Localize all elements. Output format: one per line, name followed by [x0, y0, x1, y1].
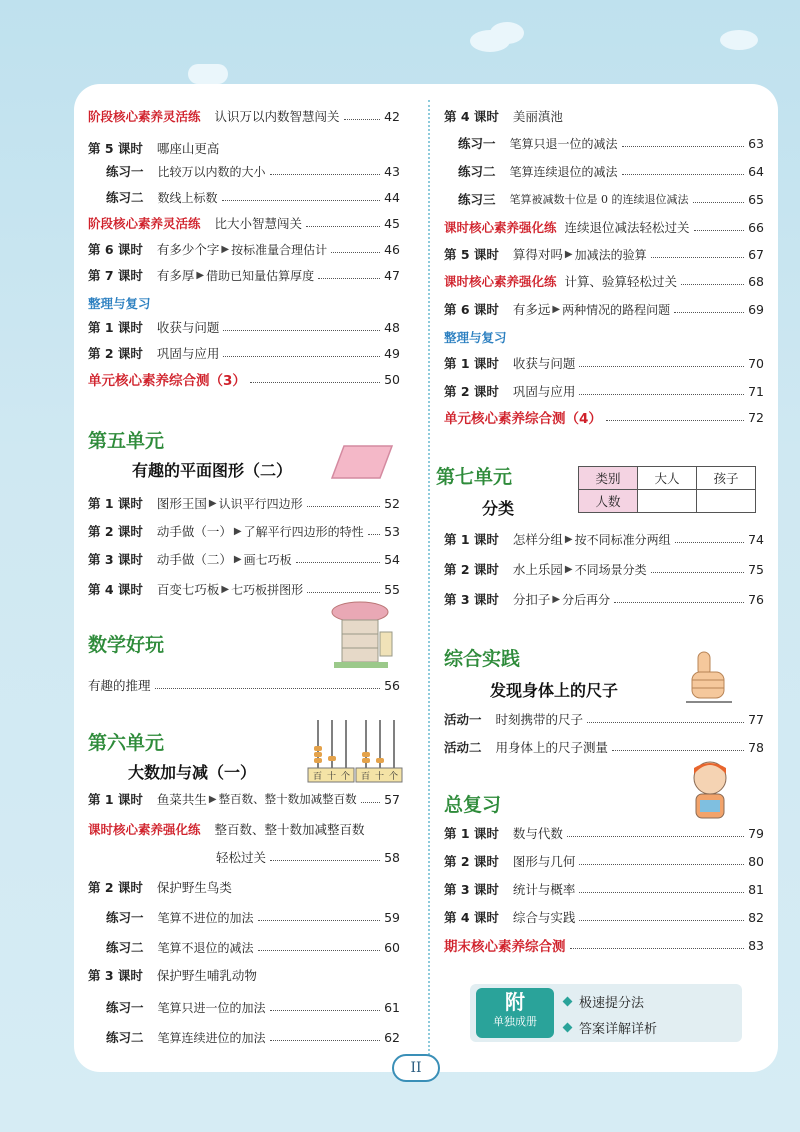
- review-heading: 整理与复习: [444, 330, 507, 345]
- leader-dots: [606, 420, 744, 421]
- entry-title: 水上乐园: [512, 562, 563, 577]
- toc-entry[interactable]: [88, 316, 400, 338]
- leader-dots: [579, 920, 744, 921]
- entry-subtitle: 不同场景分类: [574, 562, 647, 577]
- toc-entry[interactable]: [444, 352, 764, 374]
- entry-title: 整百数、整十数加减整百数: [214, 822, 365, 837]
- entry-label: 第 7 课时: [88, 268, 143, 283]
- entry-label: 练习一: [106, 910, 144, 925]
- unit-title: 大数加与减（一）: [128, 763, 257, 782]
- entry-title: 笔算连续进位的加法: [157, 1030, 266, 1045]
- entry-title: 哪座山更高: [156, 141, 220, 156]
- entry-title: 笔算连续退位的减法: [509, 164, 618, 179]
- unit-heading: 第六单元: [88, 732, 165, 754]
- page-number: 55: [384, 581, 400, 597]
- toc-entry[interactable]: [88, 342, 400, 364]
- leader-dots: [223, 330, 380, 331]
- cloud-decoration: [720, 30, 758, 50]
- entry-label: 第 2 课时: [444, 854, 499, 869]
- page-number: 46: [384, 241, 400, 257]
- entry-title: 百变七巧板: [156, 582, 220, 597]
- arrow-icon: ▶: [208, 793, 217, 805]
- entry-label: 第 2 课时: [88, 524, 143, 539]
- entry-title: 巩固与应用: [512, 384, 576, 399]
- car-decoration: [188, 64, 228, 84]
- diamond-bullet-icon: [563, 997, 573, 1007]
- diamond-bullet-icon: [563, 1023, 573, 1033]
- leader-dots: [258, 950, 381, 951]
- leader-dots: [579, 394, 744, 395]
- entry-subtitle: 按标准量合理估计: [231, 242, 328, 257]
- abacus-label: 十: [375, 772, 385, 782]
- entry-title: 计算、验算轻松过关: [564, 274, 678, 289]
- leader-dots: [344, 119, 381, 120]
- arrow-icon: ▶: [208, 497, 217, 509]
- toc-entry[interactable]: [106, 160, 400, 182]
- toc-entry[interactable]: [88, 238, 400, 260]
- unit-title: 有趣的平面图形（二）: [132, 461, 293, 480]
- entry-label: 第 1 课时: [444, 826, 499, 841]
- abacus-label: 十: [327, 772, 337, 782]
- entry-title: 有多远: [512, 302, 551, 317]
- entry-title: 比较万以内数的大小: [157, 164, 266, 179]
- entry-title: 动手做（二）: [156, 552, 232, 567]
- page-number: 43: [384, 163, 400, 179]
- page-number: 77: [748, 711, 764, 727]
- entry-title: 轻松过关: [216, 850, 267, 865]
- section-heading: 总复习: [444, 794, 502, 816]
- toc-entry[interactable]: [444, 736, 764, 758]
- leader-dots: [361, 802, 380, 803]
- entry-label: 第 1 课时: [444, 356, 499, 371]
- leader-dots: [651, 257, 744, 258]
- leader-dots: [587, 722, 744, 723]
- page-number: 71: [748, 383, 764, 399]
- page-number: 53: [384, 523, 400, 539]
- page-number: 78: [748, 739, 764, 755]
- page-number: 68: [748, 273, 764, 289]
- appendix-tab-subtitle: 单独成册: [493, 1015, 537, 1028]
- entry-label: 练习一: [458, 136, 496, 151]
- leader-dots: [675, 542, 744, 543]
- leader-dots: [306, 226, 380, 227]
- unit-heading: 第五单元: [88, 430, 165, 452]
- entry-label: 第 2 课时: [88, 880, 143, 895]
- entry-label: 练习二: [106, 1030, 144, 1045]
- entry-title: 时刻携带的尺子: [495, 712, 584, 727]
- entry-title: 认识万以内数智慧闯关: [214, 109, 340, 124]
- appendix-item: [564, 992, 644, 1011]
- toc-entry[interactable]: [444, 822, 764, 844]
- entry-subtitle: 两种情况的路程问题: [562, 302, 671, 317]
- appendix-box: [470, 984, 742, 1042]
- category-table: [578, 466, 756, 513]
- entry-title: 数线上标数: [157, 190, 218, 205]
- toc-entry[interactable]: [444, 588, 764, 610]
- toc-entry-continued[interactable]: [216, 846, 400, 868]
- page-number: 69: [748, 301, 764, 317]
- entry-label: 练习二: [106, 190, 144, 205]
- toc-entry[interactable]: [444, 105, 764, 127]
- toc-entry[interactable]: [88, 876, 400, 898]
- page-number: 48: [384, 319, 400, 335]
- leader-dots: [307, 592, 380, 593]
- entry-label: 活动二: [444, 740, 482, 755]
- entry-label: 阶段核心素养灵活练: [88, 216, 201, 231]
- toc-entry[interactable]: [106, 936, 400, 958]
- leader-dots: [622, 146, 745, 147]
- leader-dots: [694, 230, 745, 231]
- toc-entry[interactable]: [106, 996, 400, 1018]
- page-number: 44: [384, 189, 400, 205]
- toc-entry[interactable]: [88, 368, 400, 390]
- review-heading: 整理与复习: [88, 296, 151, 311]
- section-heading: 数学好玩: [88, 634, 165, 656]
- page-number: 49: [384, 345, 400, 361]
- page-number: 64: [748, 163, 764, 179]
- page-number: 45: [384, 215, 400, 231]
- page-number: 50: [384, 371, 400, 387]
- entry-title: 分扣子: [512, 592, 551, 607]
- abacus-illustration: [306, 716, 404, 784]
- page-number: 82: [748, 909, 764, 925]
- leader-dots: [567, 836, 744, 837]
- toc-entry[interactable]: [444, 850, 764, 872]
- page-number: 72: [748, 409, 764, 425]
- student-illustration: [682, 758, 738, 822]
- page-number: 75: [748, 561, 764, 577]
- abacus-label: 个: [389, 772, 399, 782]
- entry-title: 鱼菜共生: [156, 792, 207, 807]
- entry-label: 练习三: [458, 192, 496, 207]
- entry-title: 数与代数: [512, 826, 563, 841]
- toc-entry[interactable]: [88, 964, 400, 986]
- page-number: 80: [748, 853, 764, 869]
- entry-label: 练习一: [106, 1000, 144, 1015]
- arrow-icon: ▶: [196, 269, 205, 281]
- toc-entry[interactable]: [444, 558, 764, 580]
- leader-dots: [368, 534, 380, 535]
- toc-entry[interactable]: [88, 788, 400, 810]
- abacus-label: 个: [341, 772, 351, 782]
- table-cell: [638, 490, 697, 513]
- toc-entry[interactable]: [88, 674, 400, 696]
- arrow-icon: ▶: [564, 533, 573, 545]
- toc-entry[interactable]: [88, 264, 400, 286]
- page-number: 74: [748, 531, 764, 547]
- entry-title: 笔算只进一位的加法: [157, 1000, 266, 1015]
- table-header-cell: 孩子: [697, 467, 756, 490]
- leader-dots: [258, 920, 381, 921]
- entry-title: 保护野生哺乳动物: [156, 968, 257, 983]
- leader-dots: [270, 174, 381, 175]
- page-number: 58: [384, 849, 400, 865]
- page-number: 56: [384, 677, 400, 693]
- leader-dots: [579, 892, 744, 893]
- toc-entry[interactable]: [458, 132, 764, 154]
- entry-label: 练习一: [106, 164, 144, 179]
- entry-subtitle: 加减法的验算: [574, 247, 647, 262]
- arrow-icon: ▶: [564, 563, 573, 575]
- tower-illustration: [330, 600, 396, 670]
- entry-subtitle: 画七巧板: [243, 552, 292, 567]
- appendix-item-label: 极速提分法: [579, 996, 645, 1011]
- leader-dots: [579, 366, 744, 367]
- entry-title: 保护野生鸟类: [156, 880, 232, 895]
- page-number: 62: [384, 1029, 400, 1045]
- leader-dots: [270, 1040, 381, 1041]
- entry-title: 收获与问题: [156, 320, 220, 335]
- entry-label: 课时核心素养强化练: [444, 220, 557, 235]
- leader-dots: [223, 356, 380, 357]
- entry-title: 统计与概率: [512, 882, 576, 897]
- entry-title: 图形与几何: [512, 854, 576, 869]
- entry-subtitle: 分后再分: [562, 592, 611, 607]
- entry-title: 笔算不退位的减法: [157, 940, 254, 955]
- toc-entry[interactable]: [88, 212, 400, 234]
- leader-dots: [331, 252, 380, 253]
- page-number: 54: [384, 551, 400, 567]
- entry-label: 第 1 课时: [444, 532, 499, 547]
- page-number: 79: [748, 825, 764, 841]
- toc-entry[interactable]: [106, 186, 400, 208]
- arrow-icon: ▶: [552, 593, 561, 605]
- toc-entry[interactable]: [88, 818, 400, 840]
- leader-dots: [570, 948, 745, 949]
- entry-title: 巩固与应用: [156, 346, 220, 361]
- entry-subtitle: 七巧板拼图形: [231, 582, 304, 597]
- arrow-icon: ▶: [221, 583, 230, 595]
- entry-label: 第 6 课时: [88, 242, 143, 257]
- table-cell: [697, 490, 756, 513]
- arrow-icon: ▶: [233, 525, 242, 537]
- entry-title: 有多少个字: [156, 242, 220, 257]
- entry-label: 第 3 课时: [88, 552, 143, 567]
- toc-entry[interactable]: [444, 878, 764, 900]
- leader-dots: [651, 572, 744, 573]
- unit-title: 分类: [482, 499, 515, 518]
- page-number: 65: [748, 191, 764, 207]
- entry-title: 有多厚: [156, 268, 195, 283]
- entry-label: 第 2 课时: [444, 384, 499, 399]
- toc-entry[interactable]: [444, 934, 764, 956]
- entry-subtitle: 借助已知量估算厚度: [206, 268, 315, 283]
- entry-title: 笔算被减数十位是 0 的连续退位减法: [509, 193, 689, 206]
- thumbs-up-illustration: [686, 648, 734, 704]
- leader-dots: [612, 750, 744, 751]
- leader-dots: [250, 382, 380, 383]
- toc-entry[interactable]: [88, 578, 400, 600]
- toc-entry[interactable]: [88, 105, 400, 127]
- entry-title: 单元核心素养综合测（3）: [88, 373, 246, 389]
- entry-label: 第 5 课时: [444, 247, 499, 262]
- toc-entry[interactable]: [444, 708, 764, 730]
- entry-label: 练习二: [458, 164, 496, 179]
- unit-heading: 第七单元: [436, 466, 513, 488]
- entry-title: 算得对吗: [512, 247, 563, 262]
- page-number-badge: II: [392, 1054, 440, 1082]
- page-number: 60: [384, 939, 400, 955]
- entry-label: 第 5 课时: [88, 141, 143, 156]
- toc-entry[interactable]: [444, 906, 764, 928]
- toc-entry[interactable]: [444, 298, 764, 320]
- page-number: 47: [384, 267, 400, 283]
- page-number: 67: [748, 246, 764, 262]
- abacus-label: 百: [313, 772, 323, 782]
- appendix-item-label: 答案详解详析: [579, 1022, 658, 1037]
- leader-dots: [296, 562, 380, 563]
- entry-title: 比大小智慧闯关: [214, 216, 303, 231]
- leader-dots: [270, 1010, 381, 1011]
- entry-label: 第 1 课时: [88, 320, 143, 335]
- entry-label: 第 1 课时: [88, 792, 143, 807]
- entry-title: 收获与问题: [512, 356, 576, 371]
- leader-dots: [614, 602, 744, 603]
- section-heading: 综合实践: [444, 648, 521, 670]
- toc-entry[interactable]: [444, 406, 764, 428]
- entry-title: 连续退位减法轻松过关: [564, 220, 690, 235]
- entry-title: 美丽滇池: [512, 109, 563, 124]
- page-number: 66: [748, 219, 764, 235]
- page-number: 83: [748, 937, 764, 953]
- entry-title: 笔算只退一位的减法: [509, 136, 618, 151]
- abacus-label: 百: [361, 772, 371, 782]
- table-header-cell: 大人: [638, 467, 697, 490]
- toc-entry[interactable]: [444, 243, 764, 265]
- entry-title: 图形王国: [156, 496, 207, 511]
- entry-label: 课时核心素养强化练: [88, 822, 201, 837]
- page-number: 70: [748, 355, 764, 371]
- entry-label: 第 3 课时: [444, 882, 499, 897]
- appendix-tab: [476, 988, 554, 1038]
- toc-entry[interactable]: [106, 906, 400, 928]
- toc-entry[interactable]: [88, 137, 400, 159]
- entry-title: 综合与实践: [512, 910, 576, 925]
- entry-title: 单元核心素养综合测（4）: [444, 411, 602, 427]
- cloud-decoration: [490, 22, 524, 44]
- arrow-icon: ▶: [221, 243, 230, 255]
- toc-entry[interactable]: [88, 548, 400, 570]
- toc-entry[interactable]: [444, 380, 764, 402]
- entry-label: 练习二: [106, 940, 144, 955]
- leader-dots: [693, 202, 745, 203]
- leader-dots: [270, 860, 380, 861]
- leader-dots: [674, 312, 744, 313]
- entry-label: 第 4 课时: [88, 582, 143, 597]
- section-title: 发现身体上的尺子: [490, 681, 619, 700]
- entry-label: 第 4 课时: [444, 109, 499, 124]
- page-number: 59: [384, 909, 400, 925]
- page-number: 57: [384, 791, 400, 807]
- entry-subtitle: 认识平行四边形: [218, 496, 303, 511]
- entry-title: 用身体上的尺子测量: [495, 740, 609, 755]
- entry-label: 第 2 课时: [444, 562, 499, 577]
- entry-label: 活动一: [444, 712, 482, 727]
- table-header-cell: 类别: [579, 467, 638, 490]
- entry-label: 第 4 课时: [444, 910, 499, 925]
- leader-dots: [155, 688, 381, 689]
- arrow-icon: ▶: [552, 303, 561, 315]
- parallelogram-illustration: [330, 442, 394, 482]
- leader-dots: [318, 278, 380, 279]
- entry-label: 阶段核心素养灵活练: [88, 109, 201, 124]
- entry-title: 期末核心素养综合测: [444, 939, 566, 955]
- entry-title: 动手做（一）: [156, 524, 232, 539]
- column-divider: [428, 100, 430, 1055]
- toc-entry[interactable]: [444, 216, 764, 238]
- entry-subtitle: 了解平行四边形的特性: [243, 524, 364, 539]
- entry-title: 有趣的推理: [88, 678, 151, 693]
- entry-label: 第 2 课时: [88, 346, 143, 361]
- toc-entry[interactable]: [458, 160, 764, 182]
- leader-dots: [307, 506, 380, 507]
- leader-dots: [222, 200, 381, 201]
- leader-dots: [681, 284, 744, 285]
- entry-label: 第 3 课时: [444, 592, 499, 607]
- table-row-header: 人数: [579, 490, 638, 513]
- page-number: 76: [748, 591, 764, 607]
- entry-label: 第 1 课时: [88, 496, 143, 511]
- toc-entry[interactable]: [106, 1026, 400, 1048]
- arrow-icon: ▶: [564, 248, 573, 260]
- page-number: 63: [748, 135, 764, 151]
- toc-entry[interactable]: [88, 492, 400, 514]
- toc-entry[interactable]: [444, 528, 764, 550]
- entry-subtitle: 按不同标准分两组: [574, 532, 671, 547]
- toc-entry[interactable]: [88, 520, 400, 542]
- entry-title: 怎样分组: [512, 532, 563, 547]
- entry-title: 笔算不进位的加法: [157, 910, 254, 925]
- page-number: 61: [384, 999, 400, 1015]
- arrow-icon: ▶: [233, 553, 242, 565]
- toc-entry[interactable]: [444, 270, 764, 292]
- page-number: 52: [384, 495, 400, 511]
- entry-label: 课时核心素养强化练: [444, 274, 557, 289]
- entry-subtitle: 整百数、整十数加减整百数: [218, 792, 357, 806]
- leader-dots: [622, 174, 745, 175]
- entry-label: 第 3 课时: [88, 968, 143, 983]
- appendix-tab-title: 附: [505, 990, 525, 1014]
- page-number: 42: [384, 108, 400, 124]
- appendix-item: [564, 1018, 657, 1037]
- toc-entry[interactable]: [458, 188, 764, 210]
- leader-dots: [579, 864, 744, 865]
- page-number: 81: [748, 881, 764, 897]
- entry-label: 第 6 课时: [444, 302, 499, 317]
